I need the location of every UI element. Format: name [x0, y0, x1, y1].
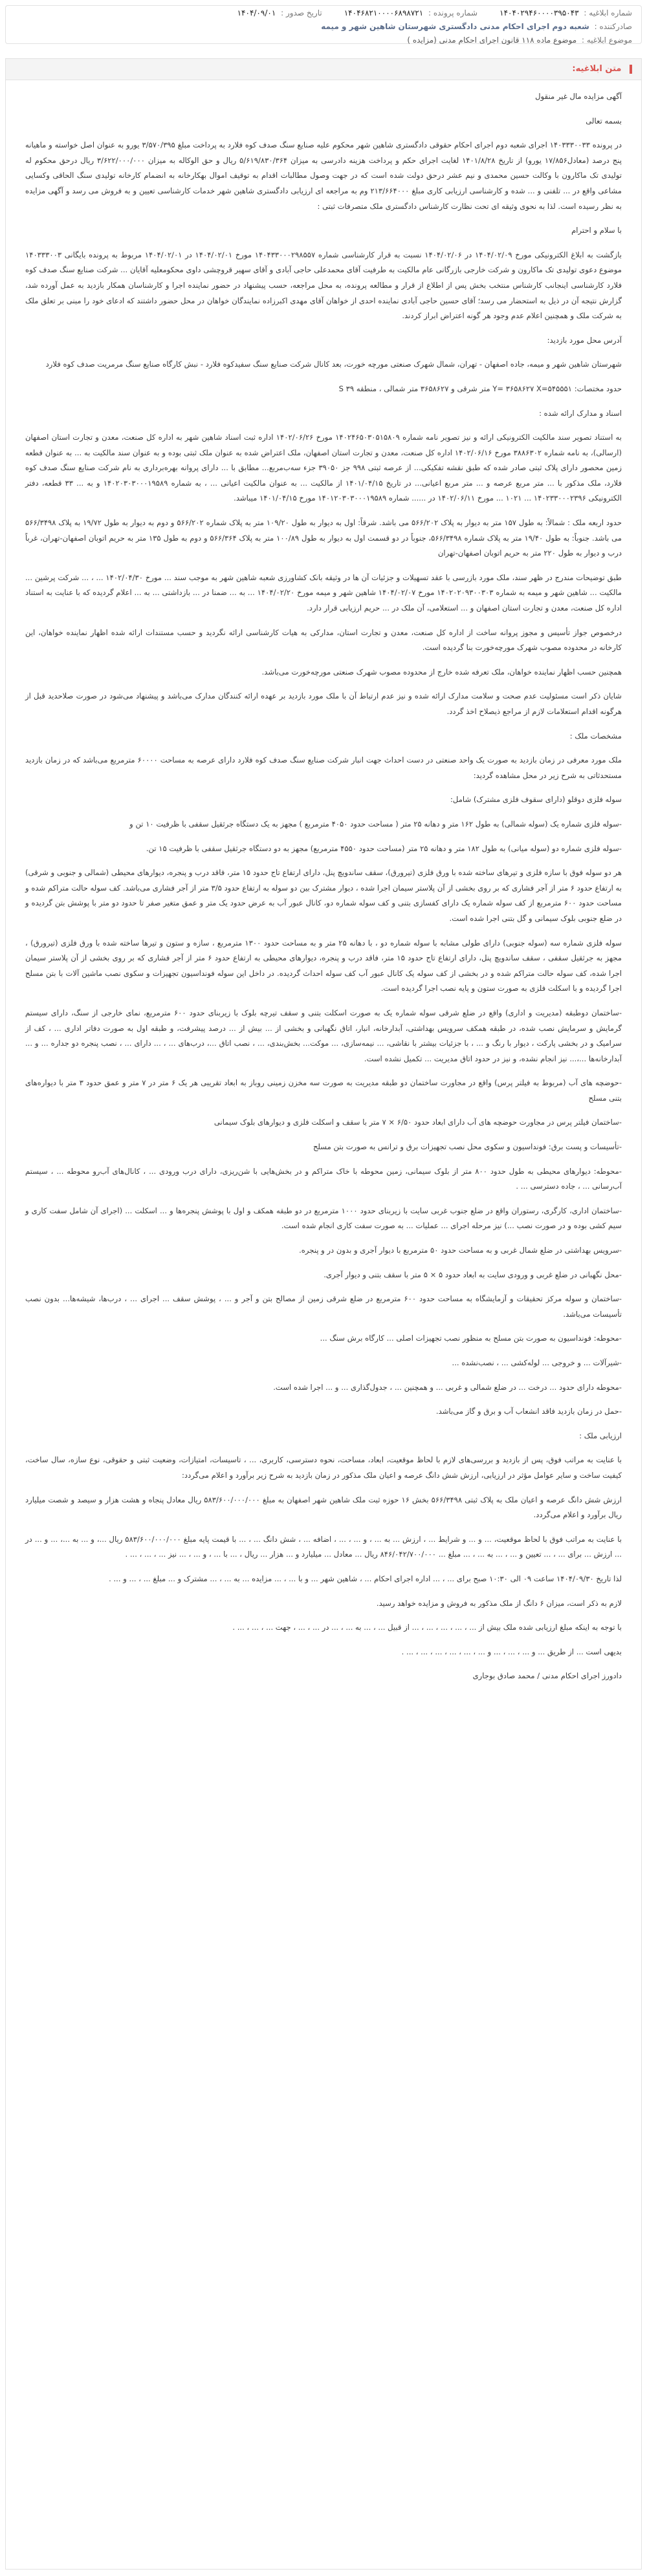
- section-marker-icon: [630, 65, 632, 74]
- notice-paragraph: ارزیابی ملک :: [579, 1431, 622, 1440]
- topic: [407, 34, 632, 47]
- topic-label: موضوع ابلاغیه :: [581, 36, 632, 45]
- notice-paragraph: -ساختمان دوطبقه (مدیریت و اداری) واقع در ضلع شرقی سوله شماره یک به صورت اسکلت بتنی و سقف تیرچه بلوک با زیربنای حدود ۶۰۰ مترمربع، نمای خارجی از سنگ، دارای سیستم گرمایش و سرمایش نصب شده، در طبقه همکف سرویس بهداشتی، آبدارخانه، انبار، اتاق نگهبانی و بخشی از ... بیش از ... درصد پیشرفت، و طبقه اول به صورت دفاتر اداری ... ، کف از سرامیک و در بخشی پارکت ، دیوار با رنگ و ... ، با جزئیات بیشتر با نقاشی، ... نیمه‌سازی، ... موکت... بخش‌بندی، ... ، نصب اتاق ...، درب‌های ... ، ... دارای ... ، نصب پنجره دو جداره ... و ... آبدارخانه‌ها ...،... نیز انجام نشده، و نیز در حدود اتاق مدیریت ... تکمیل نشده است.: [25, 1008, 622, 1063]
- notice-paragraph: لذا تاریخ ۱۴۰۴/۰۹/۳۰ ساعت ۰۹ الی ۱۰:۳۰ صبح برای ... ، ... اداره اجرای احکام ... ، شاهین شهر ... و با ... ، ... مزایده ... به ... ، ... مشترک و ... مبلغ ... ، ... و ... .: [109, 1574, 622, 1583]
- notice-paragraph: -ساختمان فیلتر پرس در مجاورت حوضچه های آب دارای ابعاد حدود ۶/۵۰ × ۷ متر با سقف و اسکلت فلزی و دیوارهای بلوک سیمانی: [214, 1118, 622, 1127]
- notice-paragraph: سوله فلزی دوقلو (دارای سقوف فلزی مشترک) شامل:: [450, 795, 622, 805]
- notice-paragraph: در پرونده ۱۴۰۳۳۳۰۰۳۳ اجرای شعبه دوم اجرای احکام حقوقی دادگستری شاهین شهر محکوم علیه صنایع سنگ صدف کوه فلارد به پرداخت مبلغ ۳/۵۷۰/۳۹۵ یورو به عنوان اصل خواسته و ماهیانه پنج درصد (معادل۱۷/۸۵۶ یورو) از تاریخ ۱۴۰۱/۸/۲۸ لغایت اجرای حکم و پرداخت هزینه دادرسی به میزان ۵/۶۱۹/۸۳۰/۳۶۴ ریال و حق الوکاله به میزان ۳/۶۲۲/۰۰۰/۰۰۰ ریال درحق محکوم له تولیدی تک ماکارون با وکالت حسین محمدی و نیم عشر درحق دولت شده است که در جهت وصول مطالبات اقدام به توقیف اموال بهکارخانه به انضمام کارخانه تولیدی سنگ الحاقی وکسایی مشاعی واقع در ... تلفنی و ... شده و کارشناسی ارزیابی کاری مبلغ ۲۱۳/۶۶۴۰۰۰ وم به مراجعه ای ارزیابی دادگستری شاهین شهر خدمات کارشناسی تعیین و به فروش می رسد و آگهی مزایده به نظر رسیده است. لذا به نحوی وثیقه ای تحت نظارت کارشناس دادگستری ملک متصرفات ثبتی :: [25, 140, 622, 211]
- notice-paragraph: حدود مختصات: Y= ۳۶۵۸۶۲۷ X=۵۴۵۵۵۱ متر شرقی و ۳۶۵۸۶۲۷ متر شمالی ، منطقه ۳۹ S: [338, 384, 622, 393]
- issue-date-label: تاریخ صدور :: [281, 8, 322, 17]
- notice-paragraph: -حمل در زمان بازدید فاقد انشعاب آب و برق و گاز می‌باشد.: [435, 1407, 622, 1416]
- notice-paragraph: همچنین حسب اظهار نماینده خواهان، ملک تعرفه شده خارج از محدوده مصوب شهرک صنعتی مورچه‌خورت می‌باشد.: [261, 667, 622, 676]
- notice-metadata: [5, 5, 642, 44]
- notice-paragraph: آدرس محل مورد بازدید:: [547, 335, 622, 345]
- notice-paragraph: -محل نگهبانی در ضلع غربی و ورودی سایت به ابعاد حدود ۵ × ۵ متر با سقف بتنی و دیوار آجری.: [324, 1270, 622, 1279]
- letter-number-value: ۱۴۰۴۰۲۹۴۶۰۰۰۰۳۹۵۰۴۳: [499, 8, 579, 17]
- notice-paragraph: طبق توضیحات مندرج در ظهر سند، ملک مورد بازرسی با عقد تسهیلات و جزئیات آن ها در وثیقه بانک کشاورزی شعبه شاهین شهر به موجب سند ... مورخ ۱۴۰۲/۰۴/۳۰ ... ، ... شرکت پرشین ... مالکیت ... شاهین شهر و میمه به شماره ۱۴۰۲۰۲۰۹۳۰۰۳۰۳ مورخ ۱۴۰۴/۰۲/۰۷ شاهین شهر و میمه مورخ ۱۴۰۴/۰۲/۲۰ ... به ... ضمنا در ... بازداشتی ... به ... اعلام گردیده که با عنایت به استناد اداره کل صنعت، معدن و تجارت استان اصفهان و ... استعلامی، آن ملک در ... حریم ارزیابی قرار دارد.: [25, 572, 622, 613]
- notice-paragraph: -محوطه: دیوارهای محیطی به طول حدود ۸۰۰ متر از بلوک سیمانی، زمین محوطه با خاک متراکم و در بخش‌هایی با شن‌ریزی، دارای درب ورودی ... ، کانال‌های آب‌رو محوطه ... ، سیستم آب‌رسانی ... ، جاده دسترسی ... .: [25, 1166, 622, 1191]
- metadata-row-2: [15, 21, 632, 33]
- notice-paragraph: -محوطه دارای حدود ... درخت ... در ضلع شمالی و غربی ... و همچنین ... ، جدول‌گذاری ... و ... اجرا شده است.: [273, 1382, 622, 1392]
- notice-paragraph: اسناد و مدارک ارائه شده :: [539, 408, 622, 418]
- notice-text-header: [5, 58, 642, 80]
- notice-paragraph: بدیهی است ... از طریق ... و ... ، ... ، ... و ... ، ... ، ... ، ... ، ... ، ... .: [401, 1647, 622, 1656]
- notice-paragraph: درخصوص جواز تأسیس و مجوز پروانه ساخت از اداره کل صنعت، معدن و تجارت استان، مدارکی به هیات کارشناسی ارائه نگردید و حسب مستندات ارائه شده اظهار نماینده خواهان، این کارخانه در محدوده مصوب شهرک مورچه‌خورت بنا گردیده است.: [25, 627, 622, 653]
- notice-paragraph: -تأسیسات و پست برق: فونداسیون و سکوی محل نصب تجهیزات برق و ترانس به صورت بتن مسلح: [313, 1142, 622, 1152]
- issue-date-value: ۱۴۰۴/۰۹/۰۱: [237, 8, 276, 17]
- notice-paragraph: آگهی مزایده مال غیر منقول: [535, 92, 622, 101]
- notice-paragraph: -شیرآلات ... و خروجی ... لوله‌کشی ... ، نصب‌نشده ...: [452, 1358, 622, 1367]
- letter-number: [499, 7, 632, 19]
- notice-paragraph: با سلام و احترام: [571, 226, 622, 235]
- case-number: [344, 7, 477, 19]
- notice-paragraph: لازم به ذکر است، میزان ۶ دانگ از ملک مذکور به فروش و مزایده خواهد رسید.: [376, 1598, 622, 1608]
- notice-text-title: متن ابلاغیه:: [572, 64, 622, 74]
- notice-paragraph: -ساختمان و سوله مرکز تحقیقات و آزمایشگاه به مساحت حدود ۶۰۰ مترمربع در ضلع شرقی زمین از مصالح بتن و آجر و ... ، پوشش سقف ... اجرای ... ، درب‌ها، شیشه‌ها... بدون نصب تأسیسات می‌باشد.: [25, 1294, 622, 1319]
- notice-paragraph: شهرستان شاهین شهر و میمه، جاده اصفهان - تهران، شمال شهرک صنعتی مورچه خورت، بعد کانال شرکت صنایع سنگ سفیدکوه فلارد - نبش کارگاه صنایع سنگ مرمریت صدف کوه فلارد: [45, 360, 622, 369]
- topic-value: موضوع ماده ۱۱۸ قانون اجرای احکام مدنی (مزایده ): [407, 36, 577, 45]
- metadata-row-1: [15, 7, 632, 19]
- notice-paragraph: -سوله فلزی شماره دو (سوله میانی) به طول ۱۸۲ متر و دهانه ۲۵ متر (مساحت حدود ۴۵۵۰ مترمربع) مجهز به دو دستگاه جرثقیل سقفی با ظرفیت ۱۵ تن.: [146, 843, 622, 853]
- notice-paragraph: سوله فلزی شماره سه (سوله جنوبی) دارای طولی مشابه با سوله شماره دو ، با دهانه ۲۵ متر و به مساحت حدود ۱۳۰۰ مترمربع ، سازه و ستون و تیرها ساخته شده با ورق فلزی (تیرورق) ، مجهز به جرثقیل سقفی ، سقف ساندویچ پنل، دارای ارتفاع تاج حدود ۱۵ متر، فاقد درب و پنجره، دیوارهای محیطی به ارتفاع حدود ۶ متر از آجر فشاری که بر روی بخشی از آن پلاستر سیمان اجرا شده، کف سوله حالت متراکم شده و در بخشی از کف سوله یک کانال عبور آب کف سوله احداث گردیده. در داخل این سوله فونداسیون تجهیزات و سکوی نصب ماشین آلات با بتن مسلح اجرا گردیده و با اسکلت فلزی به صورت ستون و پایه نصب اجرا گردیده است.: [25, 938, 622, 993]
- notice-paragraph: بازگشت به ابلاغ الکترونیکی مورخ ۱۴۰۴/۰۲/۰۹ در ۱۴۰۴/۰۲/۰۶ نسبت به قرار کارشناسی شماره ۱۴۰۴۳۳۰۰۰۲۹۸۵۵۷ مورخ ۱۴۰۴/۰۲/۰۱ در ۱۴۰۴/۰۲/۰۱ مربوط به پرونده بایگانی ۱۴۰۳۳۳۰۰۳ موضوع دعوی تولیدی تک ماکارون و شرکت خارجی بازرگانی عام مالکیت به طرفیت آقای محمدعلی حاجی آبادی و آقای سهیر قروچشی داوی محکومعلیه آقایان ... شرکت صنایع سنگ صدف کوه فلارد کارشناسی اینجانب کارشناس منتخب بخش پس از اطلاع از قرار و مطالعه پرونده، به محل مراجعه، حسب پیشنهاد در حضور نماینده اجرا و کارشناسان همکار بازدید به عمل آورده شد، گزارش نتیجه آن در ذیل به استحضار می رسد؛ آقای حسین حاجی آبادی نماینده احدی از خواهان آقای مهدی اکبرزاده نمایندگان خواهان در محل حضور داشتند که ادعای خود را مبنی بر تعلق ملک به شرکت ملک و همچنین اعلام عدم وجود هر گونه اعتراض ابراز کردند.: [25, 250, 622, 321]
- letter-number-label: شماره ابلاغیه :: [584, 8, 632, 17]
- notice-paragraph: -ساختمان اداری، کارگری، رستوران واقع در ضلع جنوب غربی سایت با زیربنای حدود ۱۰۰۰ مترمربع در دو طبقه همکف و اول با پوشش پنجره‌ها و ... اسکلت ... (اجرای آن شامل سفت کاری و سیم کشی بوده و در صورت نصب ...) نیز مرحله اجرای ... عملیات ... به صورت سفت کاری انجام شده است.: [25, 1206, 622, 1231]
- notice-paragraph: بسمه تعالی: [586, 116, 622, 125]
- issuer-label: صادرکننده :: [594, 22, 632, 31]
- notice-paragraph: -محوطه: فونداسیون به صورت بتن مسلح به منظور نصب تجهیزات اصلی ... کارگاه برش سنگ ...: [320, 1334, 622, 1343]
- issuer: [321, 21, 632, 33]
- notice-paragraph: حدود اربعه ملک : شمالاً: به طول ۱۵۷ متر به دیوار به پلاک ۵۶۶/۲۰۲ می باشد. شرقاً: اول به دیوار به طول ۱۰۹/۲۰ متر به پلاک شماره ۵۶۶/۲۰۲ و دوم به دیوار به طول ۱۹/۷۲ به پلاک ۵۶۶/۳۴۹۸ می باشد. جنوباً: به طول ۱۹/۴۰ متر به پلاک شماره ۵۶۶/۳۴۹۸، جنوباً در دو قسمت اول به دیوار به طول ۱۰۰/۸۹ متر به پلاک ۵۶۶/۳۶۴ و دوم به طول ۱۳۵ متر به حریم اتوبان اصفهان-تهران، غرباً درب و دیوار به طول ۲۲۰ متر به حریم اتوبان اصفهان-تهران: [25, 518, 622, 558]
- metadata-row-3: [15, 34, 632, 47]
- notice-paragraph: -سوله فلزی شماره یک (سوله شمالی) به طول ۱۶۲ متر و دهانه ۲۵ متر ( مساحت حدود ۴۰۵۰ مترمربع ) مجهز به یک دستگاه جرثقیل سقفی با ظرفیت ۱۰ تن و: [129, 819, 622, 828]
- notice-paragraph: ملک مورد معرفی در زمان بازدید به صورت یک واحد صنعتی در دست احداث جهت انبار شرکت صنایع سنگ صدف کوه فلارد دارای عرصه به مساحت ۶۰۰۰۰ مترمربع می‌باشد که در زمان بازدید مستحدثاتی به شرح زیر در محل مشاهده گردید:: [25, 755, 622, 780]
- issue-date: [237, 7, 322, 19]
- case-number-value: ۱۴۰۴۶۸۲۱۰۰۰۰۶۸۹۸۷۲۱: [344, 8, 424, 17]
- issuer-value: شعبه دوم اجرای احکام مدنی دادگستری شهرستان شاهین شهر و میمه: [321, 22, 589, 31]
- notice-paragraph: -سرویس بهداشتی در ضلع شمال غربی و به مساحت حدود ۵۰ مترمربع با دیوار آجری و بدون در و پنجره.: [299, 1246, 622, 1255]
- notice-paragraph: شایان ذکر است مسئولیت عدم صحت و سلامت مدارک ارائه شده و نیز عدم ارتباط آن با ملک مورد بازدید بر عهده ارائه کنندگان مدارک می‌باشد و پیشنهاد می‌شود در صورت صلاحدید قبل از هرگونه اقدام استعلامات لازم از مراجع ذیصلاح اخذ گردد.: [25, 691, 622, 716]
- notice-paragraph: -حوضچه های آب (مربوط به فیلتر پرس) واقع در مجاورت ساختمان دو طبقه مدیریت به صورت سه مخزن زمینی روباز به ابعاد تقریبی هر یک ۶ متر در ۷ متر و عمق حدود ۳ متر با دیواره‌های بتنی مسلح: [25, 1078, 622, 1103]
- notice-paragraph: ارزش شش دانگ عرصه و اعیان ملک به پلاک ثبتی ۵۶۶/۳۴۹۸ بخش ۱۶ حوزه ثبت ملک شاهین شهر اصفهان به مبلغ ۵۸۳/۶۰۰/۰۰۰/۰۰۰ ریال معادل پنجاه و هشت هزار و سیصد و شصت میلیارد ریال برآورد و اعلام می‌گردد.: [25, 1495, 622, 1520]
- notice-paragraph: هر دو سوله فوق با سازه فلزی و تیرهای ساخته شده با ورق فلزی (تیرورق)، سقف ساندویچ پنل، دارای ارتفاع تاج حدود ۱۵ متر، فاقد درب و پنجره، دیوارهای محیطی (شمالی و جنوبی و شرقی) به ارتفاع حدود ۶ متر از آجر فشاری که بر روی بخشی از آن پلاستر سیمان اجرا شده ، دیوار مشترک بین دو سوله به ارتفاع حدود ۳/۵ متر از آجر فشاری می‌باشد. کف سوله حالت متراکم شده و مساحت حدود ۶۰۰ مترمربع از کف سوله شماره یک دارای کفسازی بتنی و کف سوله شماره دو، کانال عبور آب به عرض حدود یک متر و عمق متغیر صفر تا حدود دو متر با پوشش بتن گردیده و در ضلع جنوبی بلوک سیمانی و گل بتنی اجرا شده است.: [25, 868, 622, 923]
- notice-paragraph: دادورز اجرای احکام مدنی / محمد صادق بوجاری: [472, 1671, 622, 1681]
- notice-paragraph: مشخصات ملک :: [569, 731, 622, 741]
- notice-paragraph: با عنایت به مراتب فوق با لحاظ موقعیت، ... و ... و شرایط ... ، ارزش ... به ... ، و ... ، ... ، اضافه ... ، شش دانگ ... ، ... با قیمت پایه مبلغ ۵۸۳/۶۰۰/۰۰۰/۰۰۰ ریال ...، و ... به ...، ... و ... در ... ارزش ... برای ... ، ... تعیین و ... ، ... به ... ، ... مبلغ ... ۸۴۶/۰۴۲/۷۰۰/۰۰۰ ریال ... معادل ... میلیارد و ... هزار ... ریال ، ... با ... ، و ... ، ... نیز ... ، ... ، ... .: [25, 1534, 622, 1559]
- case-number-label: شماره پرونده :: [428, 8, 478, 17]
- notice-body: [5, 80, 642, 2570]
- notice-paragraph: با توجه به اینکه مبلغ ارزیابی شده ملک بیش از ... ، ... ، ... ، ... ، ... از قبیل ... ، ... به ... ، ... در ... ، ... ، جهت ... ، ... ، ... .: [232, 1623, 622, 1632]
- notice-paragraph: با عنایت به مراتب فوق، پس از بازدید و بررسی‌های لازم با لحاظ موقعیت، ابعاد، مساحت، نحوه دسترسی، کاربری، ... ، تاسیسات، امتیازات، وضعیت ثبتی و حقوقی، نوع سازه، سال ساخت، کیفیت ساخت و سایر عوامل مؤثر در ارزیابی، ارزش شش دانگ عرصه و اعیان ملک مذکور در زمان بازدید به شرح زیر برآورد و اعلام می‌گردد:: [25, 1455, 622, 1480]
- notice-paragraph: به استناد تصویر سند مالکیت الکترونیکی ارائه و نیز تصویر نامه شماره ۱۴۰۲۴۶۵۰۳۰۵۱۵۸۰۹ مورخ ۱۴۰۲/۰۶/۲۶ اداره ثبت اسناد شاهین شهر به اداره کل صنعت، معدن و تجارت استان اصفهان (ارسالی)، به نامه شماره ۳۸۸۶۳۰۲ مورخ ۱۴۰۲/۰۶/۱۶ اداره کل صنعت، معدن و تجارت استان اصفهان، ملک اعتراض شده به عنوان ملک ثبتی بوده و به عنوان سند مالکیت به ... به عنوان قطعه زمین محصور دارای پلاک ثبتی صادر شده که طبق نقشه تفکیکی... از عرصه ثبتی ۹۹۸ جز ۳۹۰۵۰ جزء سه‌ب‌مربع... مطابق با ... دارای پروانه بهره‌برداری به نام شرکت صنایع سنگ صدف کوه فلارد، ملک مذکور با ... متر مربع عرصه و ... متر مربع اعیانی... در تاریخ ۱۴۰۱/۰۴/۱۵ از مالکیت ... به عنوان مالکیت اعیانی ... ، به شماره ۱۴۰۲۰۳۰۳۰۰۰۱۹۵۸۹ و به ... ۳۳ قطعه، دفتر الکترونیکی ۱۴۰۲۳۳۰۰۰۲۳۹۶ ... ۱۰۲۱ ... مورخ ۱۴۰۲/۰۶/۱۱ در ...... شماره ۱۴۰۱۲۰۳۰۳۰۰۰۱۹۵۸۹ مورخ ۱۴۰۱/۰۴/۱۵ میباشد.: [25, 433, 622, 503]
